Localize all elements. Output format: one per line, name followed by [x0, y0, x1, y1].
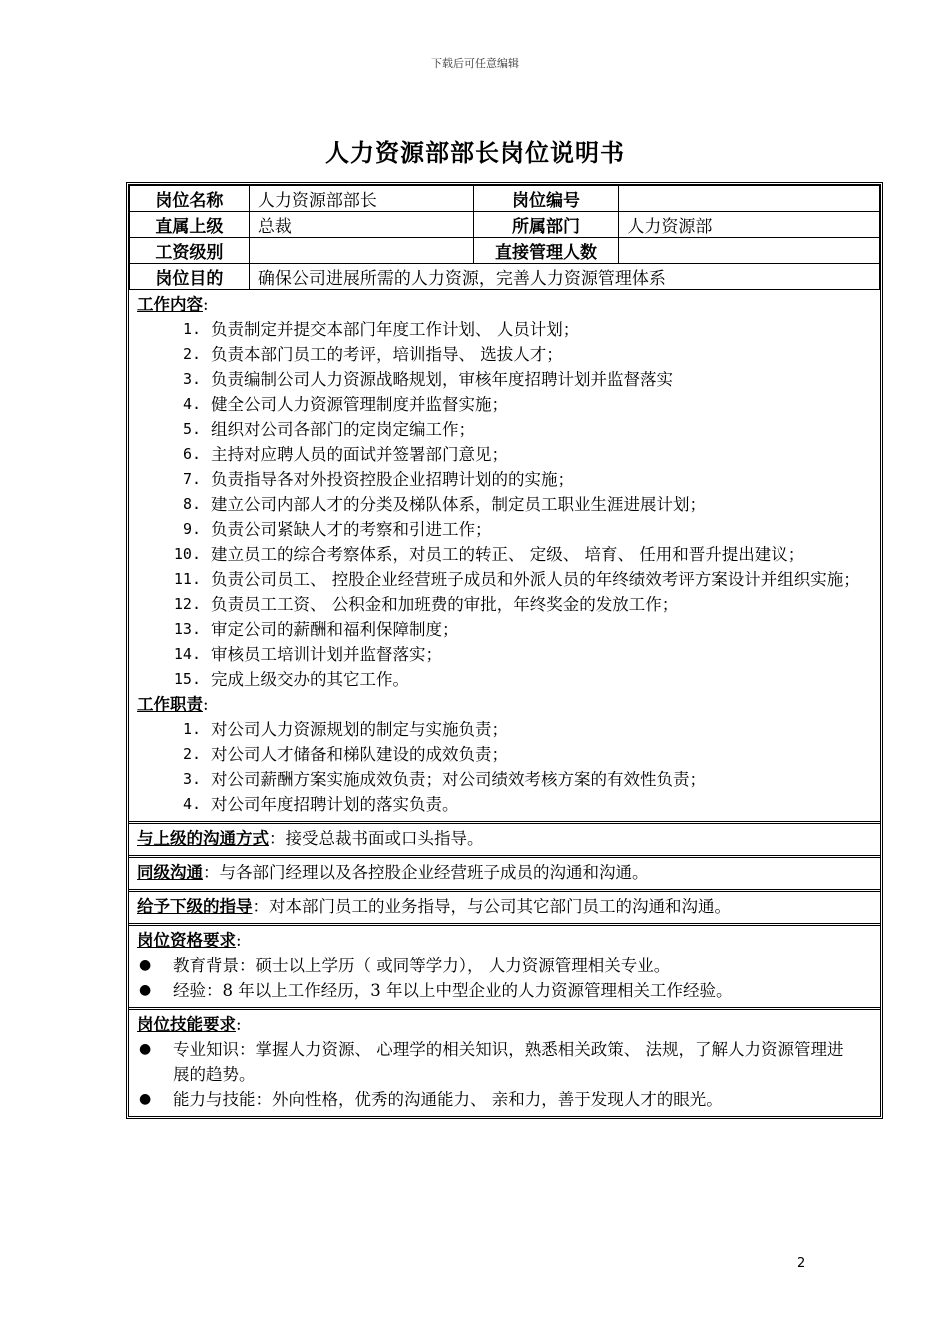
item-text: 对公司人才储备和梯队建设的成效负责；: [211, 745, 508, 764]
item-text: 对公司人力资源规划的制定与实施负责；: [211, 720, 508, 739]
item-text: 专业知识：掌握人力资源、 心理学的相关知识，熟悉相关政策、 法规，了解人力资源管理进展的趋势。: [173, 1040, 844, 1084]
list-item: [137, 417, 872, 442]
item-text: 负责编制公司人力资源战略规划，审核年度招聘计划并监督落实: [211, 370, 673, 389]
guidance-down-section: [129, 889, 880, 923]
purpose-value: 确保公司进展所需的人力资源，完善人力资源管理体系: [249, 264, 879, 290]
item-number: 1.: [182, 320, 201, 338]
item-text: 主持对应聘人员的面试并签署部门意见；: [211, 445, 508, 464]
page-number: 2: [797, 1256, 806, 1271]
position-code-value: [619, 186, 880, 212]
item-text: 负责指导各对外投资控股企业招聘计划的的实施；: [211, 470, 574, 489]
item-number: 13.: [173, 620, 201, 638]
item-number: 11.: [173, 570, 201, 588]
item-number: 14.: [173, 645, 201, 663]
item-text: 组织对公司各部门的定岗定编工作；: [211, 420, 475, 439]
list-item: [137, 642, 872, 667]
communication-peer-heading: 同级沟通：: [137, 863, 220, 882]
item-text: 负责制定并提交本部门年度工作计划、 人员计划；: [211, 320, 580, 339]
list-item: [137, 767, 872, 792]
list-item: [137, 492, 872, 517]
communication-peer-text: 与各部门经理以及各控股企业经营班子成员的沟通和沟通。: [219, 863, 649, 882]
item-text: 完成上级交办的其它工作。: [211, 670, 409, 689]
item-number: 4.: [182, 795, 201, 813]
bullet-icon: ●: [139, 1041, 152, 1057]
item-number: 4.: [182, 395, 201, 413]
item-number: 12.: [173, 595, 201, 613]
list-item: [137, 467, 872, 492]
duties-heading: 工作职责:: [137, 695, 209, 714]
position-name-value: 人力资源部部长: [249, 186, 473, 212]
list-item: [137, 792, 872, 817]
item-text: 负责公司员工、 控股企业经营班子成员和外派人员的年终绩效考评方案设计并组织实施；: [211, 570, 860, 589]
skills-list: [137, 1037, 872, 1112]
document-title: 人力资源部部长岗位说明书: [325, 139, 625, 167]
communication-up-text: 接受总裁书面或口头指导。: [285, 829, 484, 848]
list-item: [137, 717, 872, 742]
item-number: 9.: [182, 520, 201, 538]
info-table: [129, 185, 880, 290]
qualifications-heading: 岗位资格要求:: [137, 931, 242, 950]
work-content-heading: 工作内容:: [137, 295, 209, 314]
superior-label: 直属上级: [130, 212, 250, 238]
item-text: 建立员工的综合考察体系，对员工的转正、 定级、 培育、 任用和晋升提出建议；: [211, 545, 805, 564]
item-number: 3.: [182, 770, 201, 788]
duties-list: [137, 717, 872, 817]
list-item: [137, 953, 872, 978]
qualifications-list: [137, 953, 872, 1003]
list-item: [137, 1087, 872, 1112]
list-item: [137, 617, 872, 642]
item-number: 7.: [182, 470, 201, 488]
communication-up-heading: 与上级的沟通方式：: [137, 829, 286, 848]
item-number: 15.: [173, 670, 201, 688]
item-text: 教育背景：硕士以上学历（ 或同等学力）， 人力资源管理相关专业。: [173, 956, 671, 975]
list-item: [137, 742, 872, 767]
list-item: [137, 517, 872, 542]
info-row-4: [130, 264, 880, 290]
list-item: [137, 442, 872, 467]
item-text: 负责本部门员工的考评，培训指导、 选拔人才；: [211, 345, 563, 364]
item-number: 10.: [173, 545, 201, 563]
info-row-1: [130, 186, 880, 212]
work-content-list: [137, 317, 872, 692]
communication-peer-section: [129, 855, 880, 889]
skills-section: [129, 1007, 880, 1116]
superior-value: 总裁: [249, 212, 473, 238]
guidance-down-heading: 给予下级的指导：: [137, 897, 269, 916]
item-number: 5.: [182, 420, 201, 438]
info-row-2: [130, 212, 880, 238]
item-number: 8.: [182, 495, 201, 513]
list-item: [137, 667, 872, 692]
item-text: 能力与技能：外向性格，优秀的沟通能力、 亲和力，善于发现人才的眼光。: [173, 1090, 723, 1109]
item-text: 对公司年度招聘计划的落实负责。: [211, 795, 459, 814]
header-note: 下载后可任意编辑: [431, 57, 519, 70]
skills-heading: 岗位技能要求:: [137, 1015, 242, 1034]
item-text: 审核员工培训计划并监督落实；: [211, 645, 442, 664]
position-name-label: 岗位名称: [130, 186, 250, 212]
info-row-3: [130, 238, 880, 264]
list-item: [137, 567, 872, 592]
item-text: 对公司薪酬方案实施成效负责；对公司绩效考核方案的有效性负责；: [211, 770, 706, 789]
item-text: 审定公司的薪酬和福利保障制度；: [211, 620, 459, 639]
job-description-form: [126, 182, 883, 1119]
work-content-section: [129, 290, 880, 821]
item-number: 2.: [182, 745, 201, 763]
list-item: [137, 1037, 872, 1087]
item-text: 负责员工工资、 公积金和加班费的审批，年终奖金的发放工作；: [211, 595, 679, 614]
communication-up-section: [129, 821, 880, 855]
list-item: [137, 342, 872, 367]
list-item: [137, 317, 872, 342]
item-number: 1.: [182, 720, 201, 738]
item-number: 3.: [182, 370, 201, 388]
position-code-label: 岗位编号: [473, 186, 619, 212]
list-item: [137, 392, 872, 417]
department-label: 所属部门: [473, 212, 619, 238]
salary-level-label: 工资级别: [130, 238, 250, 264]
direct-reports-value: [619, 238, 880, 264]
item-text: 建立公司内部人才的分类及梯队体系，制定员工职业生涯进展计划；: [211, 495, 706, 514]
list-item: [137, 542, 872, 567]
list-item: [137, 367, 872, 392]
list-item: [137, 978, 872, 1003]
qualifications-section: [129, 923, 880, 1007]
item-text: 健全公司人力资源管理制度并监督实施；: [211, 395, 508, 414]
direct-reports-label: 直接管理人数: [473, 238, 619, 264]
item-number: 2.: [182, 345, 201, 363]
department-value: 人力资源部: [619, 212, 880, 238]
salary-level-value: [249, 238, 473, 264]
item-text: 经验：8 年以上工作经历，3 年以上中型企业的人力资源管理相关工作经验。: [173, 981, 733, 1000]
bullet-icon: ●: [139, 982, 152, 998]
bullet-icon: ●: [139, 1091, 152, 1107]
item-number: 6.: [182, 445, 201, 463]
item-text: 负责公司紧缺人才的考察和引进工作；: [211, 520, 492, 539]
bullet-icon: ●: [139, 957, 152, 973]
purpose-label: 岗位目的: [130, 264, 250, 290]
guidance-down-text: 对本部门员工的业务指导，与公司其它部门员工的沟通和沟通。: [269, 897, 731, 916]
list-item: [137, 592, 872, 617]
